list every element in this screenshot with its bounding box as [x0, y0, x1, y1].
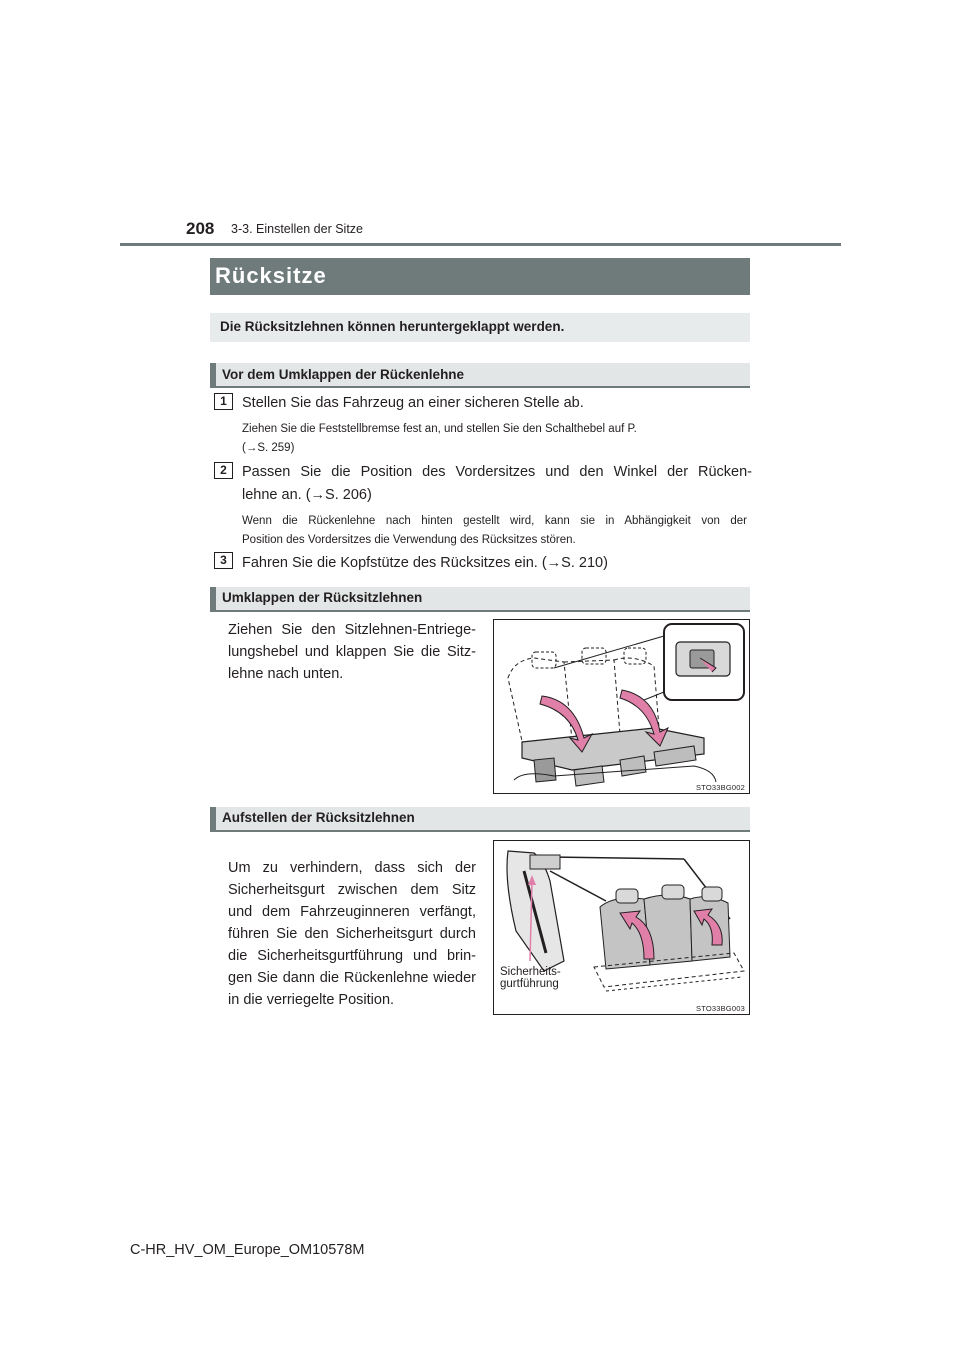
raise-text-line1: Um zu verhindern, dass sich der	[228, 860, 476, 876]
fold-figure	[493, 619, 750, 794]
raise-text-line5: die Sicherheitsgurtführung und brin-	[228, 948, 476, 964]
raise-text-line7: in die verriegelte Position.	[228, 992, 395, 1008]
step-3-text: Fahren Sie die Kopfstütze des Rücksitzes ein. (→S. 210)	[242, 555, 608, 571]
belt-guide-label-line1: Sicherheits-	[500, 966, 561, 978]
subhead-fold-title: Umklappen der Rücksitzlehnen	[222, 590, 423, 605]
subhead-fold-rule	[210, 610, 750, 612]
fold-text-line3: lehne nach unten.	[228, 666, 344, 682]
raise-text-line4: führen Sie den Sicherheitsgurt durch	[228, 926, 476, 942]
subhead-before-title: Vor dem Umklappen der Rückenlehne	[222, 367, 465, 382]
step-2-number: 2	[214, 462, 233, 479]
fold-seat-illustration	[494, 620, 749, 793]
raise-text-line2: Sicherheitsgurt zwischen dem Sitz	[228, 882, 476, 898]
subhead-before-rule	[210, 386, 750, 388]
subhead-raise-rule	[210, 830, 750, 832]
step-2-text-line1: Passen Sie die Position des Vordersitzes und den Winkel der Rücken-	[242, 464, 752, 480]
intro-text: Die Rücksitzlehnen können heruntergeklappt werden.	[220, 319, 565, 334]
step-2-text-line2: lehne an. (→S. 206)	[242, 487, 372, 503]
fold-text-line1: Ziehen Sie den Sitzlehnen-Entriege-	[228, 622, 476, 638]
section-label: 3-3. Einstellen der Sitze	[231, 222, 364, 236]
header-rule	[120, 243, 841, 246]
raise-text-line6: gen Sie dann die Rückenlehne wieder	[228, 970, 476, 986]
step-1-note-line1: Ziehen Sie die Feststellbremse fest an, und stellen Sie den Schalthebel auf P.	[242, 423, 637, 435]
step-2-note-line1: Wenn die Rückenlehne nach hinten gestellt wird, kann sie in Abhängigkeit von der	[242, 515, 747, 527]
subhead-raise-title: Aufstellen der Rücksitzlehnen	[222, 810, 415, 825]
page-title: Rücksitze	[215, 263, 327, 288]
step-3-number: 3	[214, 552, 233, 569]
step-1-number: 1	[214, 393, 233, 410]
step-1-note-line2: (→S. 259)	[242, 442, 295, 454]
belt-guide-label-line2: gurtführung	[500, 978, 559, 990]
raise-figure	[493, 840, 750, 1015]
fold-text-line2: lungshebel und klappen Sie die Sitz-	[228, 644, 476, 660]
fold-figure-code: STO33BG002	[696, 783, 745, 792]
step-1-text: Stellen Sie das Fahrzeug an einer sicheren Stelle ab.	[242, 395, 584, 411]
page-number: 208	[186, 219, 215, 238]
step-2-note-line2: Position des Vordersitzes die Verwendung des Rücksitzes stören.	[242, 534, 576, 546]
raise-figure-code: STO33BG003	[696, 1004, 745, 1013]
raise-text-line3: und dem Fahrzeuginneren verfängt,	[228, 904, 476, 920]
footer-doc-id: C-HR_HV_OM_Europe_OM10578M	[130, 1242, 365, 1258]
